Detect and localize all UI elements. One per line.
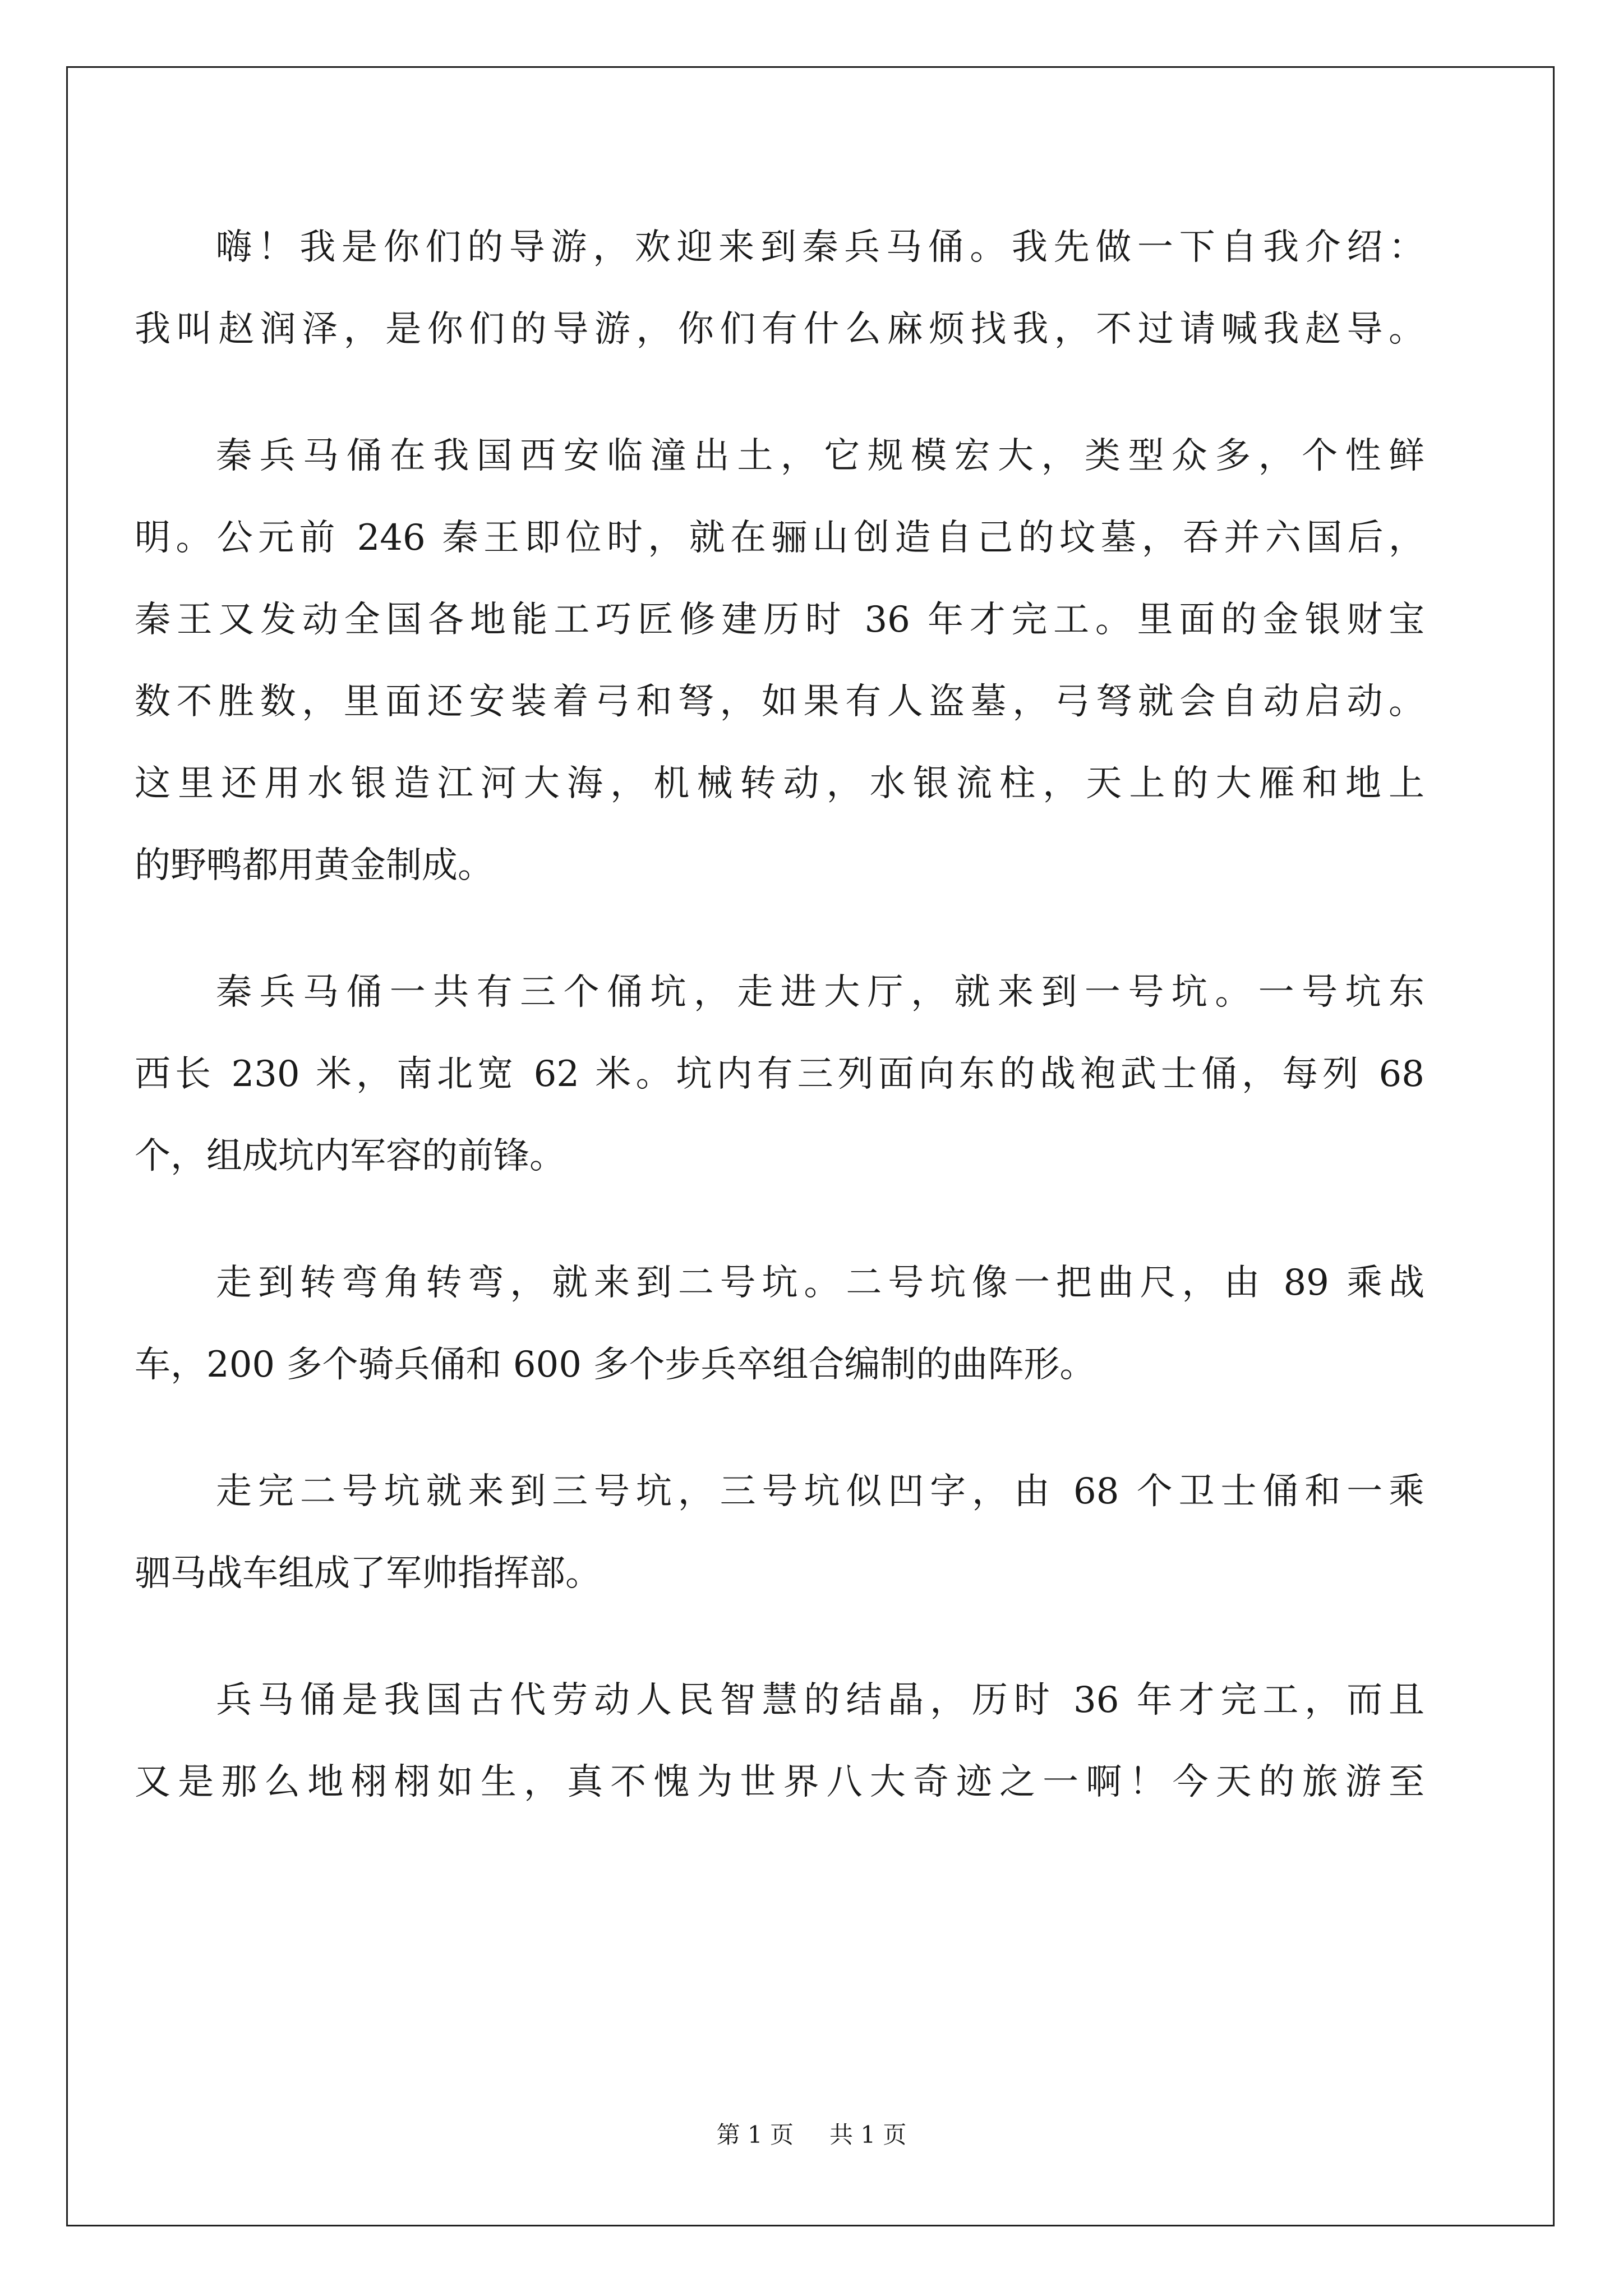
text-line: 嗨！我是你们的导游，欢迎来到秦兵马俑。我先做一下自我介绍： xyxy=(216,227,1424,268)
text-line: 兵马俑是我国古代劳动人民智慧的结晶，历时 36 年才完工，而且 xyxy=(216,1680,1424,1721)
page-number-current: 第 1 页 xyxy=(716,2121,794,2148)
paragraph-pit-three xyxy=(135,1451,1424,1614)
text-line: 这里还用水银造江河大海，机械转动，水银流柱，天上的大雁和地上 xyxy=(135,763,1424,804)
text-line: 秦兵马俑在我国西安临潼出土，它规模宏大，类型众多，个性鲜 xyxy=(216,435,1424,477)
text-line: 驷马战车组成了军帅指挥部。 xyxy=(135,1553,601,1594)
text-line: 西长 230 米，南北宽 62 米。坑内有三列面向东的战袍武士俑，每列 68 xyxy=(135,1053,1424,1095)
paragraph-intro xyxy=(135,206,1424,370)
paragraph-pit-one xyxy=(135,951,1424,1197)
paragraph-pit-two xyxy=(135,1242,1424,1406)
text-line: 又是那么地栩栩如生，真不愧为世界八大奇迹之一啊！今天的旅游至 xyxy=(135,1761,1424,1803)
text-line: 的野鸭都用黄金制成。 xyxy=(135,845,494,886)
text-line: 走到转弯角转弯，就来到二号坑。二号坑像一把曲尺，由 89 乘战 xyxy=(216,1262,1424,1304)
text-line: 秦兵马俑一共有三个俑坑，走进大厅，就来到一号坑。一号坑东 xyxy=(216,972,1424,1013)
page-number-total: 共 1 页 xyxy=(829,2121,907,2148)
paragraph-history xyxy=(135,415,1424,907)
text-line: 明。公元前 246 秦王即位时，就在骊山创造自己的坟墓，吞并六国后， xyxy=(135,517,1424,559)
text-line: 我叫赵润泽，是你们的导游，你们有什么麻烦找我，不过请喊我赵导。 xyxy=(135,309,1424,350)
text-line: 车，200 多个骑兵俑和 600 多个步兵卒组合编制的曲阵形。 xyxy=(135,1344,1096,1386)
text-line: 个，组成坑内军容的前锋。 xyxy=(135,1135,565,1177)
text-line: 走完二号坑就来到三号坑，三号坑似凹字，由 68 个卫士俑和一乘 xyxy=(216,1471,1424,1512)
text-line: 秦王又发动全国各地能工巧匠修建历时 36 年才完工。里面的金银财宝 xyxy=(135,599,1424,641)
page-footer xyxy=(0,2118,1623,2152)
paragraph-conclusion xyxy=(135,1659,1424,1823)
document-body xyxy=(135,206,1424,1868)
text-line: 数不胜数，里面还安装着弓和弩，如果有人盗墓，弓弩就会自动启动。 xyxy=(135,681,1424,723)
